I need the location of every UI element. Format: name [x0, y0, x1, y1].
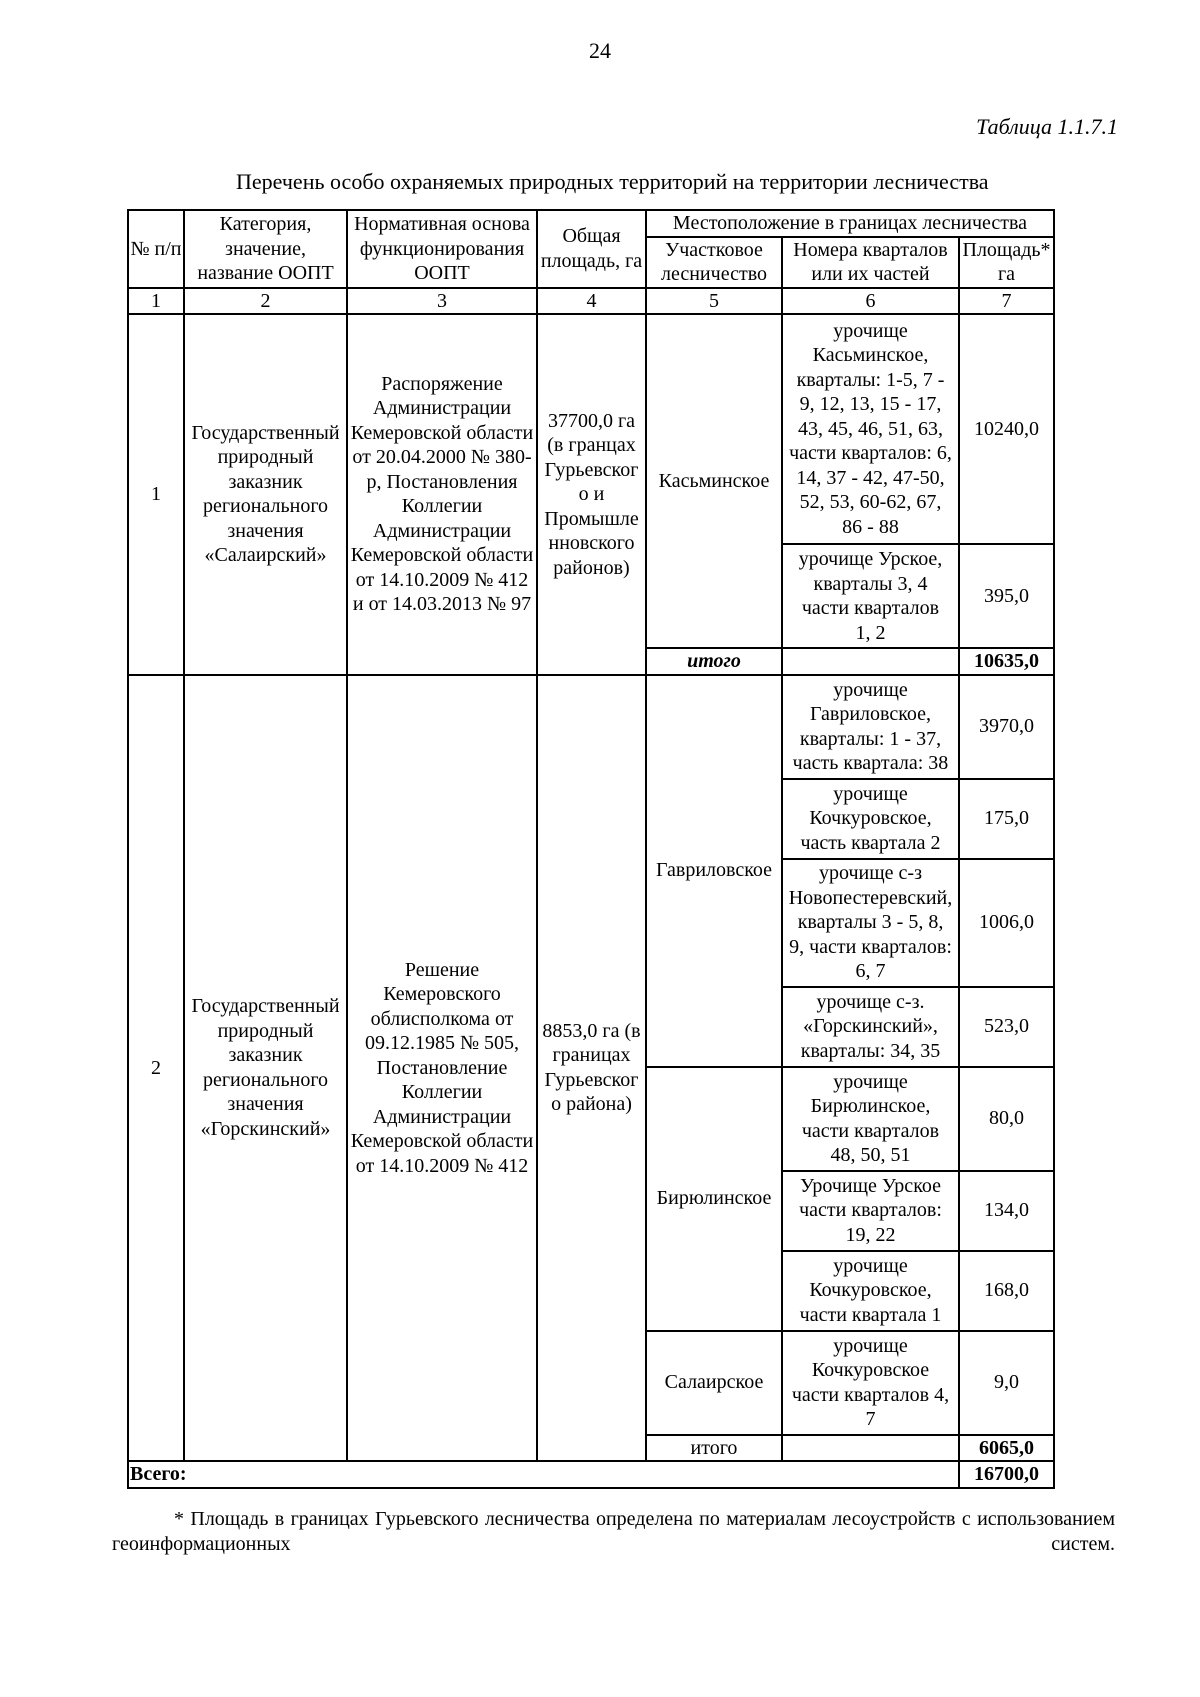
grand-total-row — [128, 1461, 1054, 1488]
row-district: Салаирское — [646, 1331, 782, 1435]
column-number: 3 — [347, 288, 537, 315]
table-caption: Таблица 1.1.7.1 — [976, 114, 1118, 139]
row-category: Государственный природный заказник регионального значения «Горскинский» — [184, 675, 347, 1462]
row-area: 10240,0 — [959, 314, 1054, 544]
column-number-row — [128, 288, 1054, 315]
row-num: 1 — [128, 314, 184, 675]
header-basis: Нормативная основа функционирования ООПТ — [347, 210, 537, 288]
row-area: 80,0 — [959, 1067, 1054, 1171]
row-num: 2 — [128, 675, 184, 1462]
row-quarters: урочище с-з. «Горскинский», кварталы: 34, 35 — [782, 987, 959, 1067]
row-quarters: урочище Кочкуровское части кварталов 4, 7 — [782, 1331, 959, 1435]
page-number: 24 — [589, 38, 611, 63]
column-number: 6 — [782, 288, 959, 315]
row-area: 9,0 — [959, 1331, 1054, 1435]
row-area: 168,0 — [959, 1251, 1054, 1331]
header-area: Площадь* га — [959, 237, 1054, 288]
header-num: № п/п — [128, 210, 184, 288]
row-basis: Решение Кемеровского облисполкома от 09.12.1985 № 505, Постановление Коллегии Администрации Кемеровской области от 14.10.2009 № 412 — [347, 675, 537, 1462]
subtotal-value: 6065,0 — [959, 1435, 1054, 1462]
grand-total-value: 16700,0 — [959, 1461, 1054, 1488]
row-area: 395,0 — [959, 544, 1054, 648]
subtotal-empty — [782, 648, 959, 675]
row-area: 3970,0 — [959, 675, 1054, 779]
column-number: 4 — [537, 288, 646, 315]
row-quarters: урочище Бирюлинское, части кварталов 48, 50, 51 — [782, 1067, 959, 1171]
table-row — [128, 675, 1054, 779]
table-title: Перечень особо охраняемых природных территорий на территории лесничества — [236, 169, 989, 194]
row-area: 175,0 — [959, 779, 1054, 859]
subtotal-empty — [782, 1435, 959, 1462]
row-district: Гавриловское — [646, 675, 782, 1067]
header-location: Местоположение в границах лесничества — [646, 210, 1054, 237]
header-quarters: Номера кварталов или их частей — [782, 237, 959, 288]
row-total-area: 37700,0 га (в гранцах Гурьевског о и Промышле нновского районов) — [537, 314, 646, 675]
row-quarters: урочище Кочкуровское, часть квартала 2 — [782, 779, 959, 859]
column-number: 2 — [184, 288, 347, 315]
row-district: Касьминское — [646, 314, 782, 648]
oopt-table — [127, 209, 1055, 1489]
table-row — [128, 314, 1054, 544]
row-quarters: Урочище Урское части кварталов: 19, 22 — [782, 1171, 959, 1251]
grand-total-label: Всего: — [128, 1461, 959, 1488]
row-basis: Распоряжение Администрации Кемеровской области от 20.04.2000 № 380-р, Постановления Коллегии Администрации Кемеровской области от 14.10.2009 № 412 и от 14.03.2013 № 97 — [347, 314, 537, 675]
row-category: Государственный природный заказник регионального значения «Салаирский» — [184, 314, 347, 675]
row-area: 523,0 — [959, 987, 1054, 1067]
header-district: Участковое лесничество — [646, 237, 782, 288]
row-area: 1006,0 — [959, 859, 1054, 987]
row-quarters: урочище Кочкуровское, части квартала 1 — [782, 1251, 959, 1331]
column-number: 7 — [959, 288, 1054, 315]
column-number: 1 — [128, 288, 184, 315]
row-quarters: урочище Урское, кварталы 3, 4 части кварталов 1, 2 — [782, 544, 959, 648]
subtotal-label: итого — [646, 1435, 782, 1462]
row-total-area: 8853,0 га (в границах Гурьевског о района) — [537, 675, 646, 1462]
subtotal-value: 10635,0 — [959, 648, 1054, 675]
row-district: Бирюлинское — [646, 1067, 782, 1331]
header-category: Категория, значение, название ООПТ — [184, 210, 347, 288]
row-area: 134,0 — [959, 1171, 1054, 1251]
footnote: * Площадь в границах Гурьевского лесничества определена по материалам лесоустройств с использованием геоинформационных систем. — [112, 1508, 1115, 1555]
header-total-area: Общая площадь, га — [537, 210, 646, 288]
row-quarters: урочище Касьминское, кварталы: 1-5, 7 - 9, 12, 13, 15 - 17, 43, 45, 46, 51, 63, части кварталов: 6, 14, 37 - 42, 47-50, 52, 53, 60-62, 67, 86 - 88 — [782, 314, 959, 544]
row-quarters: урочище с-з Новопестеревский, кварталы 3 - 5, 8, 9, части кварталов: 6, 7 — [782, 859, 959, 987]
subtotal-label: итого — [646, 648, 782, 675]
row-quarters: урочище Гавриловское, кварталы: 1 - 37, часть квартала: 38 — [782, 675, 959, 779]
column-number: 5 — [646, 288, 782, 315]
